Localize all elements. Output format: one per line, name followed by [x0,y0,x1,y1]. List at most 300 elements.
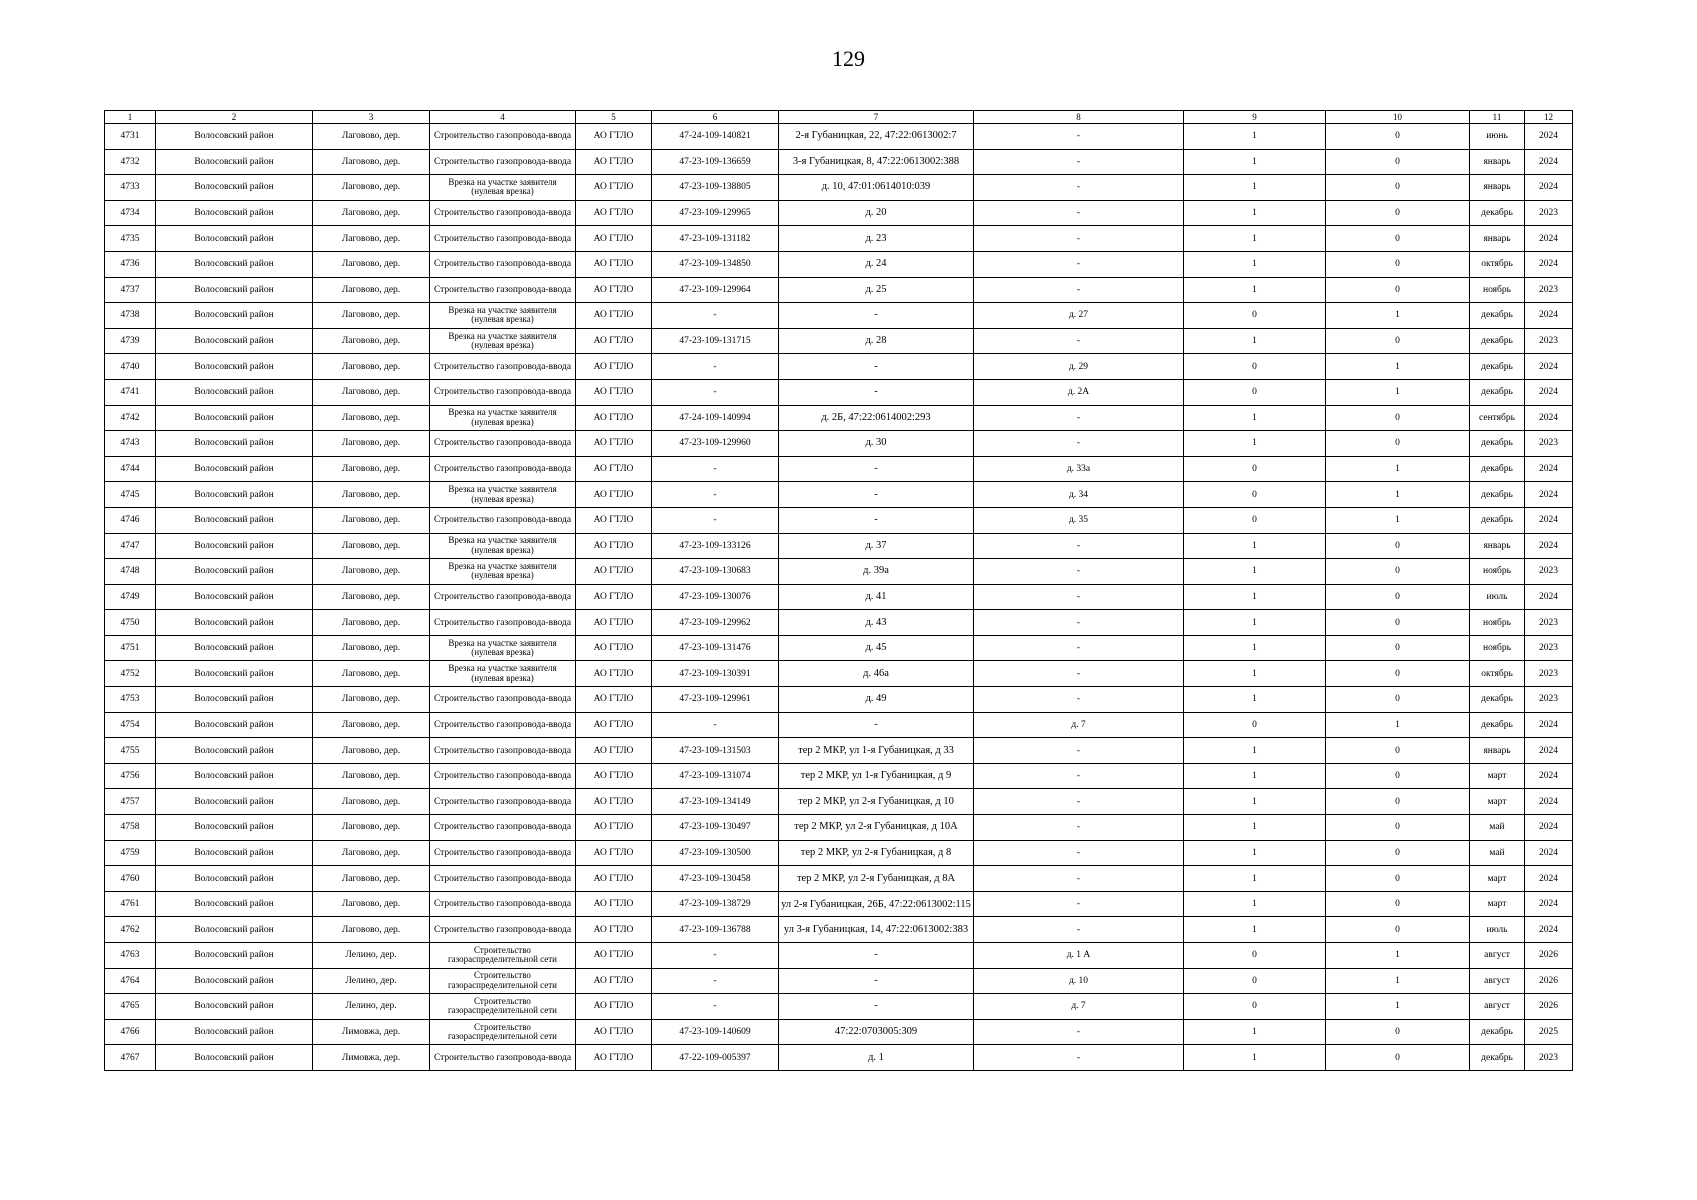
table-row [105,994,1573,1020]
table-cell-col-9: 1 [1184,1019,1326,1045]
table-cell-col-1: 4749 [105,584,156,610]
table-cell-col-4: Врезка на участке заявителя (нулевая врезка) [430,303,576,329]
table-cell-col-1: 4766 [105,1019,156,1045]
table-cell-col-11: январь [1470,149,1525,175]
table-cell-col-4: Строительство газопровода-ввода [430,149,576,175]
table-row [105,354,1573,380]
table-cell-col-5: АО ГТЛО [576,124,652,150]
table-cell-col-5: АО ГТЛО [576,712,652,738]
table-cell-col-1: 4762 [105,917,156,943]
table-cell-col-3: Лаговово, дер. [313,507,430,533]
table-cell-col-7: - [779,482,974,508]
table-cell-col-4: Врезка на участке заявителя (нулевая врезка) [430,635,576,661]
table-cell-col-12: 2026 [1525,968,1573,994]
table-row [105,405,1573,431]
table-row [105,968,1573,994]
table-cell-col-9: 1 [1184,405,1326,431]
table-cell-col-4: Строительство газопровода-ввода [430,712,576,738]
table-cell-col-3: Лаговово, дер. [313,482,430,508]
table-cell-col-10: 0 [1326,533,1470,559]
table-cell-col-7: д. 23 [779,226,974,252]
table-cell-col-12: 2024 [1525,124,1573,150]
table-cell-col-1: 4767 [105,1045,156,1071]
table-cell-col-3: Лаговово, дер. [313,303,430,329]
table-cell-col-10: 0 [1326,584,1470,610]
table-cell-col-8: - [974,840,1184,866]
table-cell-col-12: 2024 [1525,482,1573,508]
table-cell-col-9: 0 [1184,482,1326,508]
table-cell-col-10: 1 [1326,712,1470,738]
table-cell-col-1: 4733 [105,175,156,201]
table-cell-col-6: 47-23-109-136659 [652,149,779,175]
table-cell-col-1: 4738 [105,303,156,329]
table-cell-col-5: АО ГТЛО [576,815,652,841]
table-cell-col-5: АО ГТЛО [576,175,652,201]
table-cell-col-2: Волосовский район [156,251,313,277]
table-cell-col-3: Лаговово, дер. [313,379,430,405]
table-cell-col-10: 1 [1326,968,1470,994]
table-cell-col-8: - [974,431,1184,457]
table-cell-col-9: 1 [1184,635,1326,661]
table-cell-col-9: 1 [1184,559,1326,585]
column-header: 5 [576,111,652,124]
table-cell-col-7: тер 2 МКР, ул 2-я Губаницкая, д 10 [779,789,974,815]
table-cell-col-8: - [974,584,1184,610]
table-cell-col-12: 2024 [1525,815,1573,841]
table-cell-col-3: Лаговово, дер. [313,277,430,303]
table-row [105,200,1573,226]
table-cell-col-7: 2-я Губаницкая, 22, 47:22:0613002:7 [779,124,974,150]
table-cell-col-6: 47-23-109-138729 [652,891,779,917]
table-cell-col-8: д. 35 [974,507,1184,533]
column-header: 11 [1470,111,1525,124]
table-row [105,789,1573,815]
table-cell-col-1: 4759 [105,840,156,866]
table-cell-col-9: 0 [1184,994,1326,1020]
table-cell-col-11: июнь [1470,124,1525,150]
table-cell-col-7: - [779,712,974,738]
table-cell-col-7: тер 2 МКР, ул 1-я Губаницкая, д 9 [779,763,974,789]
table-cell-col-12: 2023 [1525,1045,1573,1071]
table-cell-col-5: АО ГТЛО [576,584,652,610]
table-cell-col-11: январь [1470,226,1525,252]
table-cell-col-11: март [1470,891,1525,917]
table-cell-col-9: 0 [1184,379,1326,405]
table-cell-col-3: Лаговово, дер. [313,917,430,943]
table-cell-col-6: 47-23-109-130458 [652,866,779,892]
table-cell-col-3: Лаговово, дер. [313,124,430,150]
table-cell-col-3: Лаговово, дер. [313,200,430,226]
table-cell-col-9: 0 [1184,712,1326,738]
table-cell-col-9: 1 [1184,917,1326,943]
table-cell-col-1: 4761 [105,891,156,917]
table-cell-col-12: 2024 [1525,456,1573,482]
table-cell-col-5: АО ГТЛО [576,149,652,175]
table-cell-col-10: 0 [1326,763,1470,789]
table-cell-col-5: АО ГТЛО [576,840,652,866]
table-cell-col-9: 1 [1184,610,1326,636]
table-cell-col-5: АО ГТЛО [576,405,652,431]
table-cell-col-8: - [974,866,1184,892]
table-cell-col-5: АО ГТЛО [576,891,652,917]
table-cell-col-4: Строительство газопровода-ввода [430,789,576,815]
table-cell-col-9: 1 [1184,840,1326,866]
table-cell-col-12: 2024 [1525,712,1573,738]
table-cell-col-1: 4758 [105,815,156,841]
table-cell-col-3: Лаговово, дер. [313,840,430,866]
table-cell-col-2: Волосовский район [156,431,313,457]
table-cell-col-10: 0 [1326,866,1470,892]
table-cell-col-11: июль [1470,917,1525,943]
table-cell-col-12: 2024 [1525,354,1573,380]
table-cell-col-3: Лаговово, дер. [313,328,430,354]
table-cell-col-11: декабрь [1470,1019,1525,1045]
table-row [105,815,1573,841]
table-row [105,584,1573,610]
table-row [105,277,1573,303]
table-cell-col-3: Лаговово, дер. [313,456,430,482]
table-cell-col-5: АО ГТЛО [576,226,652,252]
table-cell-col-4: Строительство газопровода-ввода [430,200,576,226]
table-cell-col-1: 4760 [105,866,156,892]
table-cell-col-1: 4735 [105,226,156,252]
table-cell-col-12: 2024 [1525,917,1573,943]
table-cell-col-10: 1 [1326,994,1470,1020]
table-row [105,507,1573,533]
table-row [105,763,1573,789]
table-cell-col-11: декабрь [1470,687,1525,713]
table-cell-col-2: Волосовский район [156,610,313,636]
table-row [105,891,1573,917]
table-cell-col-8: - [974,533,1184,559]
table-cell-col-8: - [974,610,1184,636]
table-cell-col-7: - [779,303,974,329]
table-cell-col-1: 4757 [105,789,156,815]
table-cell-col-2: Волосовский район [156,763,313,789]
table-cell-col-11: август [1470,968,1525,994]
table-cell-col-3: Лаговово, дер. [313,405,430,431]
table-cell-col-7: д. 43 [779,610,974,636]
table-row [105,610,1573,636]
table-cell-col-10: 0 [1326,226,1470,252]
table-cell-col-9: 1 [1184,891,1326,917]
table-cell-col-1: 4743 [105,431,156,457]
table-cell-col-6: 47-23-109-138805 [652,175,779,201]
table-cell-col-4: Врезка на участке заявителя (нулевая врезка) [430,175,576,201]
table-cell-col-3: Лаговово, дер. [313,738,430,764]
table-cell-col-8: д. 2А [974,379,1184,405]
table-cell-col-4: Строительство газопровода-ввода [430,507,576,533]
table-cell-col-11: май [1470,840,1525,866]
table-cell-col-2: Волосовский район [156,712,313,738]
table-cell-col-11: декабрь [1470,507,1525,533]
table-cell-col-8: - [974,661,1184,687]
table-cell-col-10: 1 [1326,482,1470,508]
table-cell-col-10: 0 [1326,405,1470,431]
table-cell-col-4: Строительство газопровода-ввода [430,687,576,713]
table-row [105,379,1573,405]
table-cell-col-4: Строительство газопровода-ввода [430,738,576,764]
table-cell-col-11: март [1470,789,1525,815]
table-row [105,226,1573,252]
table-cell-col-5: АО ГТЛО [576,738,652,764]
table-cell-col-10: 0 [1326,738,1470,764]
table-cell-col-7: д. 30 [779,431,974,457]
column-header: 3 [313,111,430,124]
table-cell-col-5: АО ГТЛО [576,763,652,789]
table-cell-col-1: 4742 [105,405,156,431]
table-cell-col-11: январь [1470,738,1525,764]
table-cell-col-4: Строительство газопровода-ввода [430,251,576,277]
table-cell-col-5: АО ГТЛО [576,1019,652,1045]
table-cell-col-3: Лимовжа, дер. [313,1045,430,1071]
table-cell-col-5: АО ГТЛО [576,789,652,815]
table-cell-col-4: Строительство газопровода-ввода [430,866,576,892]
table-cell-col-12: 2024 [1525,584,1573,610]
table-cell-col-8: д. 7 [974,712,1184,738]
table-cell-col-11: октябрь [1470,251,1525,277]
table-cell-col-4: Строительство газопровода-ввода [430,584,576,610]
table-body [105,111,1573,1071]
table-cell-col-10: 0 [1326,251,1470,277]
table-cell-col-1: 4751 [105,635,156,661]
table-cell-col-11: январь [1470,533,1525,559]
table-cell-col-6: - [652,507,779,533]
table-cell-col-6: 47-23-109-129964 [652,277,779,303]
column-header: 8 [974,111,1184,124]
table-cell-col-1: 4750 [105,610,156,636]
table-cell-col-1: 4741 [105,379,156,405]
table-cell-col-8: д. 33а [974,456,1184,482]
table-cell-col-8: - [974,200,1184,226]
table-cell-col-5: АО ГТЛО [576,917,652,943]
table-cell-col-7: тер 2 МКР, ул 2-я Губаницкая, д 8 [779,840,974,866]
table-cell-col-1: 4744 [105,456,156,482]
table-cell-col-4: Врезка на участке заявителя (нулевая врезка) [430,533,576,559]
table-cell-col-9: 1 [1184,584,1326,610]
table-cell-col-12: 2024 [1525,533,1573,559]
table-cell-col-7: тер 2 МКР, ул 2-я Губаницкая, д 10А [779,815,974,841]
table-cell-col-8: д. 7 [974,994,1184,1020]
table-cell-col-1: 4756 [105,763,156,789]
table-cell-col-2: Волосовский район [156,277,313,303]
table-cell-col-4: Строительство газопровода-ввода [430,354,576,380]
table-cell-col-10: 0 [1326,661,1470,687]
table-cell-col-7: - [779,994,974,1020]
table-cell-col-3: Лелино, дер. [313,943,430,969]
table-cell-col-7: - [779,456,974,482]
table-cell-col-8: - [974,687,1184,713]
table-cell-col-6: 47-23-109-134149 [652,789,779,815]
table-cell-col-10: 0 [1326,431,1470,457]
table-cell-col-7: д. 49 [779,687,974,713]
table-cell-col-2: Волосовский район [156,533,313,559]
table-cell-col-2: Волосовский район [156,891,313,917]
table-cell-col-11: декабрь [1470,354,1525,380]
table-cell-col-1: 4740 [105,354,156,380]
table-cell-col-7: тер 2 МКР, ул 2-я Губаницкая, д 8А [779,866,974,892]
table-cell-col-11: октябрь [1470,661,1525,687]
table-cell-col-8: - [974,277,1184,303]
table-cell-col-9: 1 [1184,815,1326,841]
table-cell-col-4: Строительство газораспределительной сети [430,968,576,994]
table-cell-col-6: 47-23-109-131074 [652,763,779,789]
table-cell-col-9: 1 [1184,789,1326,815]
table-cell-col-12: 2024 [1525,789,1573,815]
table-cell-col-11: май [1470,815,1525,841]
table-row [105,1019,1573,1045]
column-header: 4 [430,111,576,124]
table-cell-col-6: - [652,994,779,1020]
table-cell-col-10: 0 [1326,175,1470,201]
table-cell-col-10: 0 [1326,559,1470,585]
table-cell-col-11: март [1470,866,1525,892]
table-cell-col-10: 0 [1326,840,1470,866]
table-cell-col-3: Лаговово, дер. [313,789,430,815]
table-cell-col-1: 4737 [105,277,156,303]
table-cell-col-10: 0 [1326,277,1470,303]
table-cell-col-6: 47-22-109-005397 [652,1045,779,1071]
table-cell-col-6: 47-23-109-130076 [652,584,779,610]
table-cell-col-7: д. 28 [779,328,974,354]
table-cell-col-2: Волосовский район [156,917,313,943]
table-cell-col-2: Волосовский район [156,200,313,226]
table-cell-col-6: 47-24-109-140994 [652,405,779,431]
table-cell-col-1: 4732 [105,149,156,175]
table-cell-col-4: Строительство газопровода-ввода [430,763,576,789]
table-cell-col-11: декабрь [1470,431,1525,457]
table-cell-col-4: Врезка на участке заявителя (нулевая врезка) [430,328,576,354]
table-cell-col-7: д. 37 [779,533,974,559]
table-cell-col-6: 47-23-109-129961 [652,687,779,713]
table-cell-col-11: декабрь [1470,328,1525,354]
table-cell-col-11: январь [1470,175,1525,201]
page-number: 129 [832,46,865,71]
table-cell-col-3: Лимовжа, дер. [313,1019,430,1045]
column-header: 9 [1184,111,1326,124]
table-cell-col-9: 0 [1184,968,1326,994]
table-cell-col-6: - [652,482,779,508]
table-cell-col-5: АО ГТЛО [576,533,652,559]
table-cell-col-4: Строительство газопровода-ввода [430,277,576,303]
table-cell-col-10: 0 [1326,610,1470,636]
table-row [105,559,1573,585]
table-cell-col-7: д. 25 [779,277,974,303]
table-cell-col-8: - [974,175,1184,201]
table-cell-col-1: 4753 [105,687,156,713]
table-cell-col-9: 0 [1184,354,1326,380]
table-cell-col-12: 2023 [1525,277,1573,303]
table-cell-col-4: Строительство газораспределительной сети [430,943,576,969]
table-cell-col-2: Волосовский район [156,815,313,841]
table-cell-col-7: - [779,379,974,405]
table-cell-col-3: Лаговово, дер. [313,431,430,457]
table-cell-col-2: Волосовский район [156,175,313,201]
table-cell-col-12: 2023 [1525,559,1573,585]
table-cell-col-3: Лаговово, дер. [313,251,430,277]
table-cell-col-7: д. 39а [779,559,974,585]
table-cell-col-11: декабрь [1470,456,1525,482]
table-row [105,303,1573,329]
table-cell-col-11: ноябрь [1470,610,1525,636]
table-cell-col-2: Волосовский район [156,994,313,1020]
table-cell-col-12: 2023 [1525,200,1573,226]
table-cell-col-12: 2023 [1525,661,1573,687]
table-cell-col-3: Лаговово, дер. [313,226,430,252]
table-cell-col-7: 47:22:0703005:309 [779,1019,974,1045]
table-cell-col-2: Волосовский район [156,559,313,585]
table-cell-col-6: 47-23-109-129960 [652,431,779,457]
table-cell-col-11: июль [1470,584,1525,610]
column-header: 6 [652,111,779,124]
table-cell-col-1: 4746 [105,507,156,533]
table-cell-col-1: 4747 [105,533,156,559]
table-cell-col-6: 47-23-109-130391 [652,661,779,687]
table-cell-col-4: Строительство газопровода-ввода [430,891,576,917]
table-row [105,431,1573,457]
table-cell-col-6: 47-23-109-131503 [652,738,779,764]
table-cell-col-1: 4765 [105,994,156,1020]
table-cell-col-4: Строительство газопровода-ввода [430,226,576,252]
table-row [105,712,1573,738]
table-cell-col-12: 2024 [1525,303,1573,329]
table-cell-col-5: АО ГТЛО [576,482,652,508]
table-cell-col-8: - [974,789,1184,815]
table-cell-col-5: АО ГТЛО [576,328,652,354]
table-cell-col-1: 4752 [105,661,156,687]
table-cell-col-5: АО ГТЛО [576,507,652,533]
table-cell-col-6: 47-23-109-129962 [652,610,779,636]
table-cell-col-3: Лаговово, дер. [313,533,430,559]
table-cell-col-2: Волосовский район [156,354,313,380]
table-cell-col-5: АО ГТЛО [576,968,652,994]
table-cell-col-10: 0 [1326,815,1470,841]
table-cell-col-3: Лаговово, дер. [313,175,430,201]
table-row [105,533,1573,559]
table-cell-col-2: Волосовский район [156,789,313,815]
table-cell-col-1: 4755 [105,738,156,764]
table-cell-col-6: 47-23-109-134850 [652,251,779,277]
table-cell-col-2: Волосовский район [156,635,313,661]
table-cell-col-3: Лаговово, дер. [313,815,430,841]
table-cell-col-5: АО ГТЛО [576,943,652,969]
table-cell-col-2: Волосовский район [156,507,313,533]
table-cell-col-11: ноябрь [1470,277,1525,303]
table-cell-col-6: 47-24-109-140821 [652,124,779,150]
table-cell-col-4: Строительство газораспределительной сети [430,1019,576,1045]
table-cell-col-4: Строительство газопровода-ввода [430,431,576,457]
table-cell-col-8: - [974,1045,1184,1071]
table-cell-col-3: Лаговово, дер. [313,891,430,917]
table-cell-col-9: 0 [1184,943,1326,969]
table-cell-col-9: 0 [1184,456,1326,482]
table-cell-col-10: 0 [1326,789,1470,815]
table-cell-col-9: 0 [1184,303,1326,329]
table-cell-col-7: д. 20 [779,200,974,226]
table-cell-col-6: 47-23-109-131715 [652,328,779,354]
table-cell-col-4: Врезка на участке заявителя (нулевая врезка) [430,559,576,585]
table-cell-col-5: АО ГТЛО [576,559,652,585]
table-cell-col-8: - [974,891,1184,917]
table-cell-col-1: 4745 [105,482,156,508]
table-cell-col-5: АО ГТЛО [576,635,652,661]
table-row [105,866,1573,892]
table-cell-col-2: Волосовский район [156,687,313,713]
table-cell-col-8: - [974,559,1184,585]
table-cell-col-3: Лаговово, дер. [313,763,430,789]
table-cell-col-8: - [974,635,1184,661]
table-cell-col-12: 2024 [1525,149,1573,175]
